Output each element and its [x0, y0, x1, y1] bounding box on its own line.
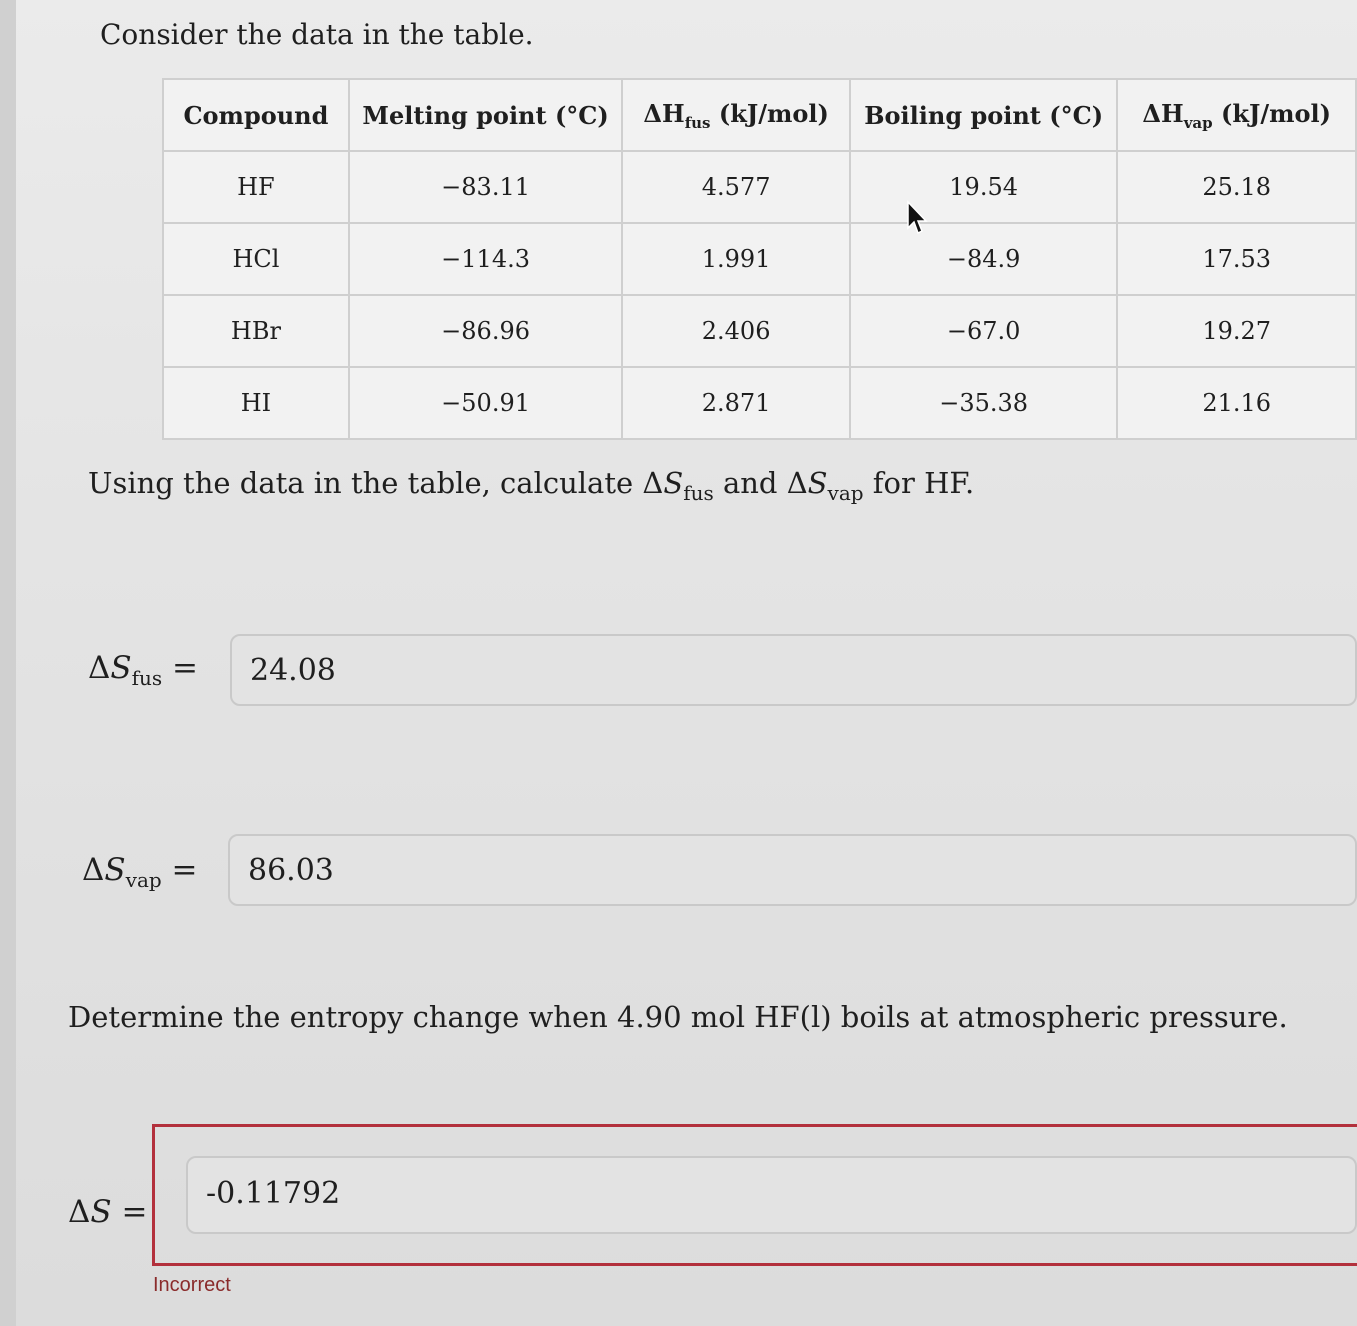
- header-compound: Compound: [163, 79, 349, 151]
- cell-dh-fus: 4.577: [622, 151, 850, 223]
- cell-dh-fus: 2.871: [622, 367, 850, 439]
- cell-dh-vap: 17.53: [1117, 223, 1356, 295]
- question-calculate-entropies: Using the data in the table, calculate $\Delta S_{fus}$ and $\Delta S_{vap}$ for HF.: [88, 466, 975, 505]
- cell-compound: HBr: [163, 295, 349, 367]
- cell-melting-point: −83.11: [349, 151, 622, 223]
- cell-melting-point: −86.96: [349, 295, 622, 367]
- cell-dh-fus: 2.406: [622, 295, 850, 367]
- cell-melting-point: −50.91: [349, 367, 622, 439]
- header-dh-fus: $\Delta H_{fus}$ (kJ/mol): [622, 79, 850, 151]
- intro-text: Consider the data in the table.: [100, 18, 534, 51]
- delta-s-vap-label: $\Delta S_{vap}$ =: [82, 852, 198, 893]
- cell-dh-vap: 25.18: [1117, 151, 1356, 223]
- cell-compound: HF: [163, 151, 349, 223]
- mouse-pointer-icon: [906, 200, 930, 236]
- header-dh-vap: $\Delta H_{vap}$ (kJ/mol): [1117, 79, 1356, 151]
- delta-s-input[interactable]: -0.11792: [186, 1156, 1357, 1234]
- question-entropy-change: Determine the entropy change when 4.90 mol HF(l) boils at atmospheric pressure.: [68, 1000, 1288, 1034]
- table-row: [163, 223, 1356, 295]
- cell-boiling-point: −67.0: [850, 295, 1117, 367]
- table-row: [163, 295, 1356, 367]
- table-header-row: [163, 79, 1356, 151]
- header-boiling-point: Boiling point (°C): [850, 79, 1117, 151]
- delta-s-fus-label: $\Delta S_{fus}$ =: [88, 650, 199, 691]
- cell-compound: HCl: [163, 223, 349, 295]
- cell-dh-fus: 1.991: [622, 223, 850, 295]
- delta-s-label: ΔS =: [68, 1194, 148, 1230]
- table-row: [163, 367, 1356, 439]
- cell-dh-vap: 19.27: [1117, 295, 1356, 367]
- delta-s-vap-input[interactable]: 86.03: [228, 834, 1357, 906]
- data-table: [162, 78, 1357, 440]
- table-row: [163, 151, 1356, 223]
- incorrect-status: Incorrect: [153, 1274, 231, 1296]
- cell-dh-vap: 21.16: [1117, 367, 1356, 439]
- cell-boiling-point: −84.9: [850, 223, 1117, 295]
- header-melting-point: Melting point (°C): [349, 79, 622, 151]
- cell-melting-point: −114.3: [349, 223, 622, 295]
- cell-compound: HI: [163, 367, 349, 439]
- cell-boiling-point: −35.38: [850, 367, 1117, 439]
- left-edge-strip: [0, 0, 16, 1326]
- cell-boiling-point: 19.54: [850, 151, 1117, 223]
- delta-s-fus-input[interactable]: 24.08: [230, 634, 1357, 706]
